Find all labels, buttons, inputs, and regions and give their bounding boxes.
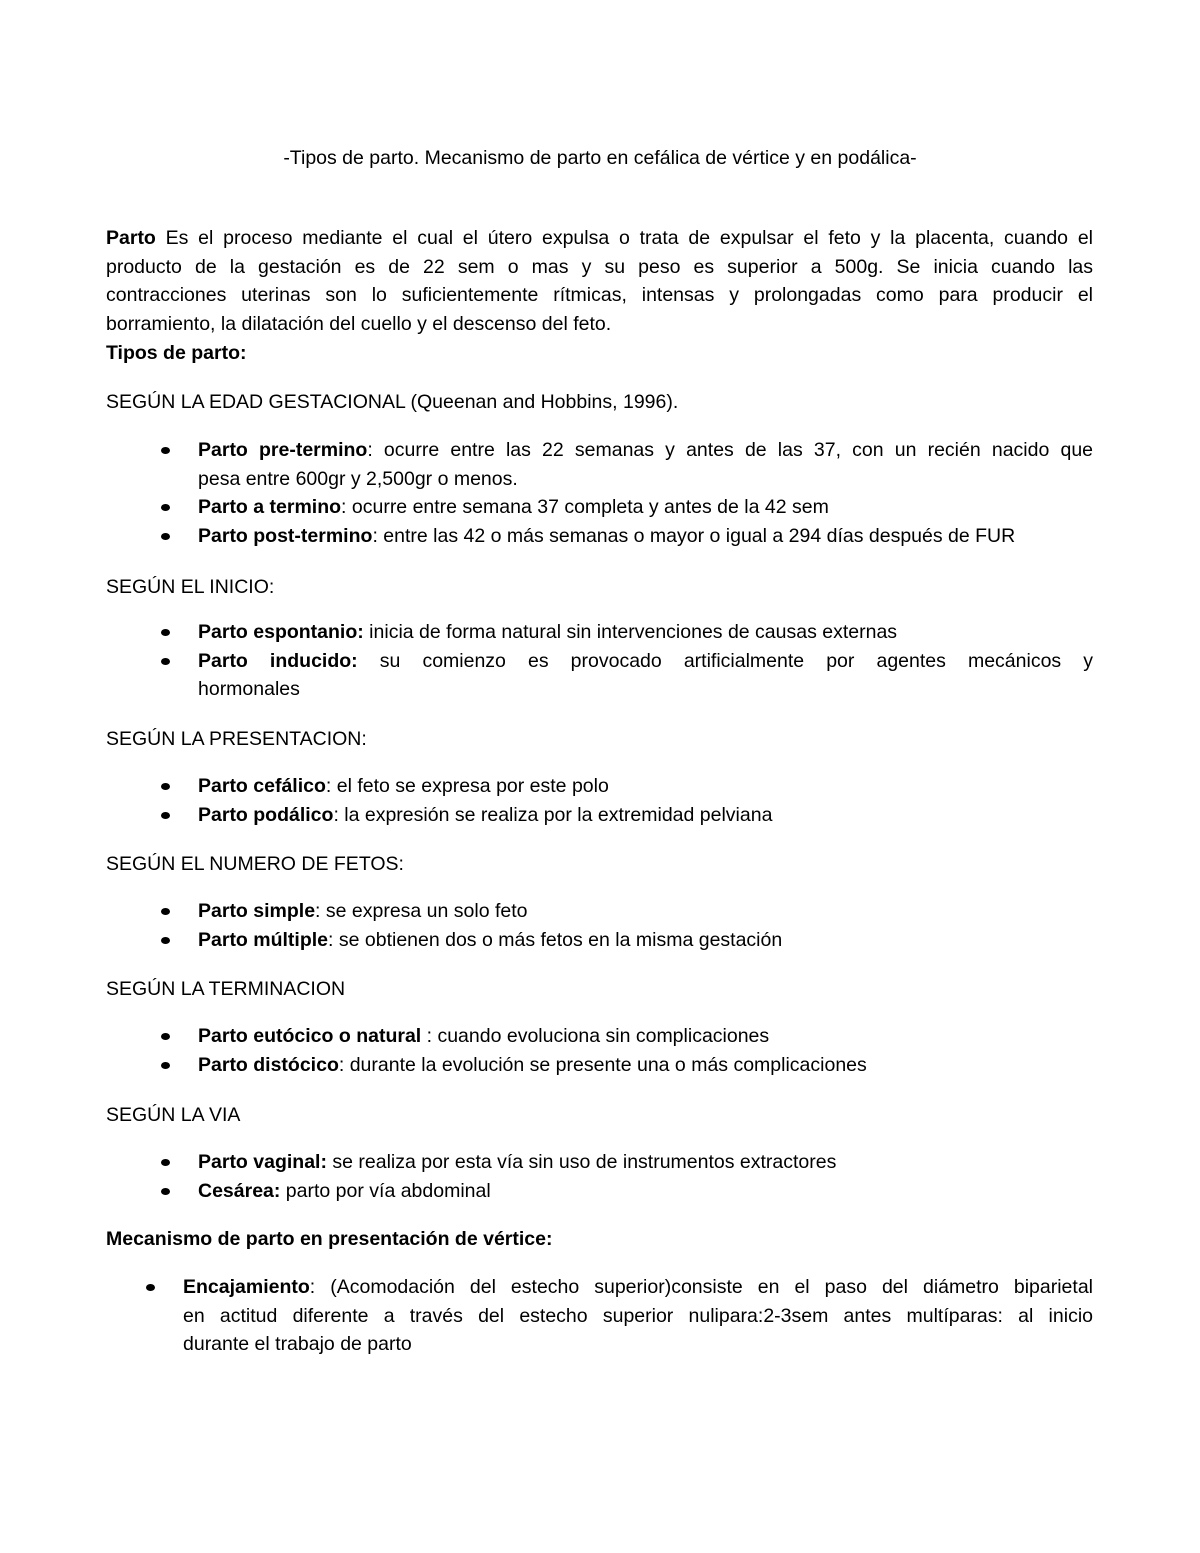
bullet-icon bbox=[161, 1062, 170, 1069]
list-item-text bbox=[198, 772, 1093, 801]
list-item-line bbox=[183, 1273, 1093, 1302]
list-item bbox=[198, 1022, 1093, 1051]
list-item-text bbox=[198, 522, 1093, 551]
list-item-desc: : ocurre entre las 22 semanas y antes de las 37, con un recién nacido que bbox=[367, 439, 1094, 461]
section-heading: SEGÚN LA TERMINACION bbox=[106, 978, 346, 1000]
list-item-desc: : se expresa un solo feto bbox=[315, 900, 528, 922]
section-heading: SEGÚN LA EDAD GESTACIONAL (Queenan and Hobbins, 1996). bbox=[106, 391, 679, 413]
list-item bbox=[198, 772, 1093, 801]
bullet-icon bbox=[161, 504, 170, 511]
list-item-text bbox=[198, 493, 1093, 522]
list-item-text bbox=[183, 1273, 1093, 1359]
list-item-text bbox=[198, 926, 1093, 955]
list-item-desc: : el feto se expresa por este polo bbox=[325, 775, 609, 797]
list-item bbox=[198, 618, 1093, 647]
intro-line: borramiento, la dilatación del cuello y el descenso del feto. bbox=[106, 312, 612, 335]
list-item-term: Parto inducido: bbox=[198, 649, 358, 672]
list-item-text bbox=[198, 436, 1093, 493]
list-item-text bbox=[198, 1148, 1093, 1177]
list-item-term: Parto podálico bbox=[198, 803, 334, 826]
list-item-line: durante el trabajo de parto bbox=[183, 1333, 412, 1355]
tipos-heading-text: Tipos de parto: bbox=[106, 342, 247, 364]
list-item-term: Parto distócico bbox=[198, 1053, 339, 1076]
list-item bbox=[198, 493, 1093, 522]
list-item-line: pesa entre 600gr y 2,500gr o menos. bbox=[198, 467, 518, 490]
list-item-desc: : se obtienen dos o más fetos en la misma gestación bbox=[328, 928, 783, 951]
list-item-term: Parto post-termino bbox=[198, 524, 373, 547]
list-item-term: Parto simple bbox=[198, 900, 316, 922]
list-item-term: Parto espontanio: bbox=[198, 621, 364, 643]
intro-line: producto de la gestación es de 22 sem o mas y su peso es superior a 500g. Se inicia cuando las bbox=[106, 255, 1093, 278]
bullet-icon bbox=[161, 533, 170, 540]
bullet-icon bbox=[161, 1188, 170, 1195]
list-item-term: Parto eutócico o natural bbox=[198, 1025, 422, 1047]
list-item-desc: : la expresión se realiza por la extremidad pelviana bbox=[333, 803, 773, 826]
document-title: -Tipos de parto. Mecanismo de parto en cefálica de vértice y en podálica- bbox=[283, 147, 917, 169]
list-item-line: en actitud diferente a través del estecho superior nulipara:2-3sem antes multíparas: al inicio bbox=[183, 1304, 1093, 1327]
list-item bbox=[183, 1273, 1093, 1359]
list-item-text bbox=[198, 1051, 1093, 1080]
section-list bbox=[198, 897, 1093, 954]
list-item-desc: : entre las 42 o más semanas o mayor o igual a 294 días después de FUR bbox=[372, 524, 1016, 547]
list-item-term: Parto vaginal: bbox=[198, 1151, 327, 1173]
bullet-icon bbox=[161, 629, 170, 636]
list-item-term: Cesárea: bbox=[198, 1179, 281, 1202]
list-item-line bbox=[198, 647, 1093, 676]
list-item-term: Parto cefálico bbox=[198, 775, 326, 797]
intro-bold-lead: Parto bbox=[106, 227, 156, 249]
list-item-text bbox=[198, 1022, 1093, 1051]
list-item-text bbox=[198, 618, 1093, 647]
list-item-text bbox=[198, 897, 1093, 926]
bullet-icon bbox=[161, 937, 170, 944]
tipos-heading bbox=[106, 339, 246, 367]
list-item-term: Parto a termino bbox=[198, 496, 342, 518]
list-item bbox=[198, 436, 1093, 493]
list-item-line bbox=[198, 436, 1093, 465]
intro-paragraph bbox=[106, 224, 1093, 338]
mecanismo-heading bbox=[106, 1225, 552, 1253]
list-item-desc: : durante la evolución se presente una o más complicaciones bbox=[338, 1053, 867, 1076]
bullet-icon bbox=[161, 783, 170, 790]
list-item bbox=[198, 801, 1093, 830]
bullet-icon bbox=[161, 1159, 170, 1166]
list-item bbox=[198, 647, 1093, 704]
intro-line-text: Es el proceso mediante el cual el útero expulsa o trata de expulsar el feto y la placenta, cuando el bbox=[155, 227, 1093, 249]
list-item-text bbox=[198, 1177, 1093, 1206]
list-item-desc: inicia de forma natural sin intervenciones de causas externas bbox=[363, 621, 898, 643]
bullet-icon bbox=[161, 908, 170, 915]
list-item bbox=[198, 1177, 1093, 1206]
list-item-term: Encajamiento bbox=[183, 1276, 310, 1298]
list-item-text bbox=[198, 801, 1093, 830]
bullet-icon bbox=[146, 1284, 155, 1291]
list-item-text bbox=[198, 647, 1093, 704]
bullet-icon bbox=[161, 812, 170, 819]
list-item-desc: : (Acomodación del estecho superior)consiste en el paso del diámetro biparietal bbox=[309, 1276, 1093, 1298]
mecanismo-heading-text: Mecanismo de parto en presentación de vértice: bbox=[106, 1228, 553, 1250]
list-item-desc: parto por vía abdominal bbox=[280, 1179, 491, 1202]
list-item-desc: : ocurre entre semana 37 completa y antes de la 42 sem bbox=[341, 496, 829, 518]
section-list bbox=[198, 436, 1093, 550]
section-heading: SEGÚN LA PRESENTACION: bbox=[106, 728, 367, 750]
list-item-desc: : cuando evoluciona sin complicaciones bbox=[421, 1025, 770, 1047]
section-heading: SEGÚN LA VIA bbox=[106, 1104, 241, 1126]
bullet-icon bbox=[161, 447, 170, 454]
bullet-icon bbox=[161, 658, 170, 665]
list-item-line: hormonales bbox=[198, 678, 300, 700]
list-item bbox=[198, 926, 1093, 955]
list-item-term: Parto pre-termino bbox=[198, 439, 368, 461]
bullet-icon bbox=[161, 1033, 170, 1040]
list-item bbox=[198, 522, 1093, 551]
section-heading: SEGÚN EL NUMERO DE FETOS: bbox=[106, 853, 404, 875]
list-item-desc: se realiza por esta vía sin uso de instrumentos extractores bbox=[326, 1151, 837, 1173]
section-heading: SEGÚN EL INICIO: bbox=[106, 576, 275, 598]
list-item bbox=[198, 1148, 1093, 1177]
intro-line bbox=[106, 224, 1093, 253]
mecanismo-list bbox=[183, 1273, 1093, 1359]
section-list bbox=[198, 1022, 1093, 1079]
list-item bbox=[198, 897, 1093, 926]
section-list bbox=[198, 772, 1093, 829]
section-list bbox=[198, 618, 1093, 704]
intro-line: contracciones uterinas son lo suficientemente rítmicas, intensas y prolongadas como para producir el bbox=[106, 284, 1093, 306]
section-list bbox=[198, 1148, 1093, 1205]
list-item bbox=[198, 1051, 1093, 1080]
list-item-term: Parto múltiple bbox=[198, 928, 329, 951]
list-item-desc: su comienzo es provocado artificialmente por agentes mecánicos y bbox=[357, 649, 1093, 672]
